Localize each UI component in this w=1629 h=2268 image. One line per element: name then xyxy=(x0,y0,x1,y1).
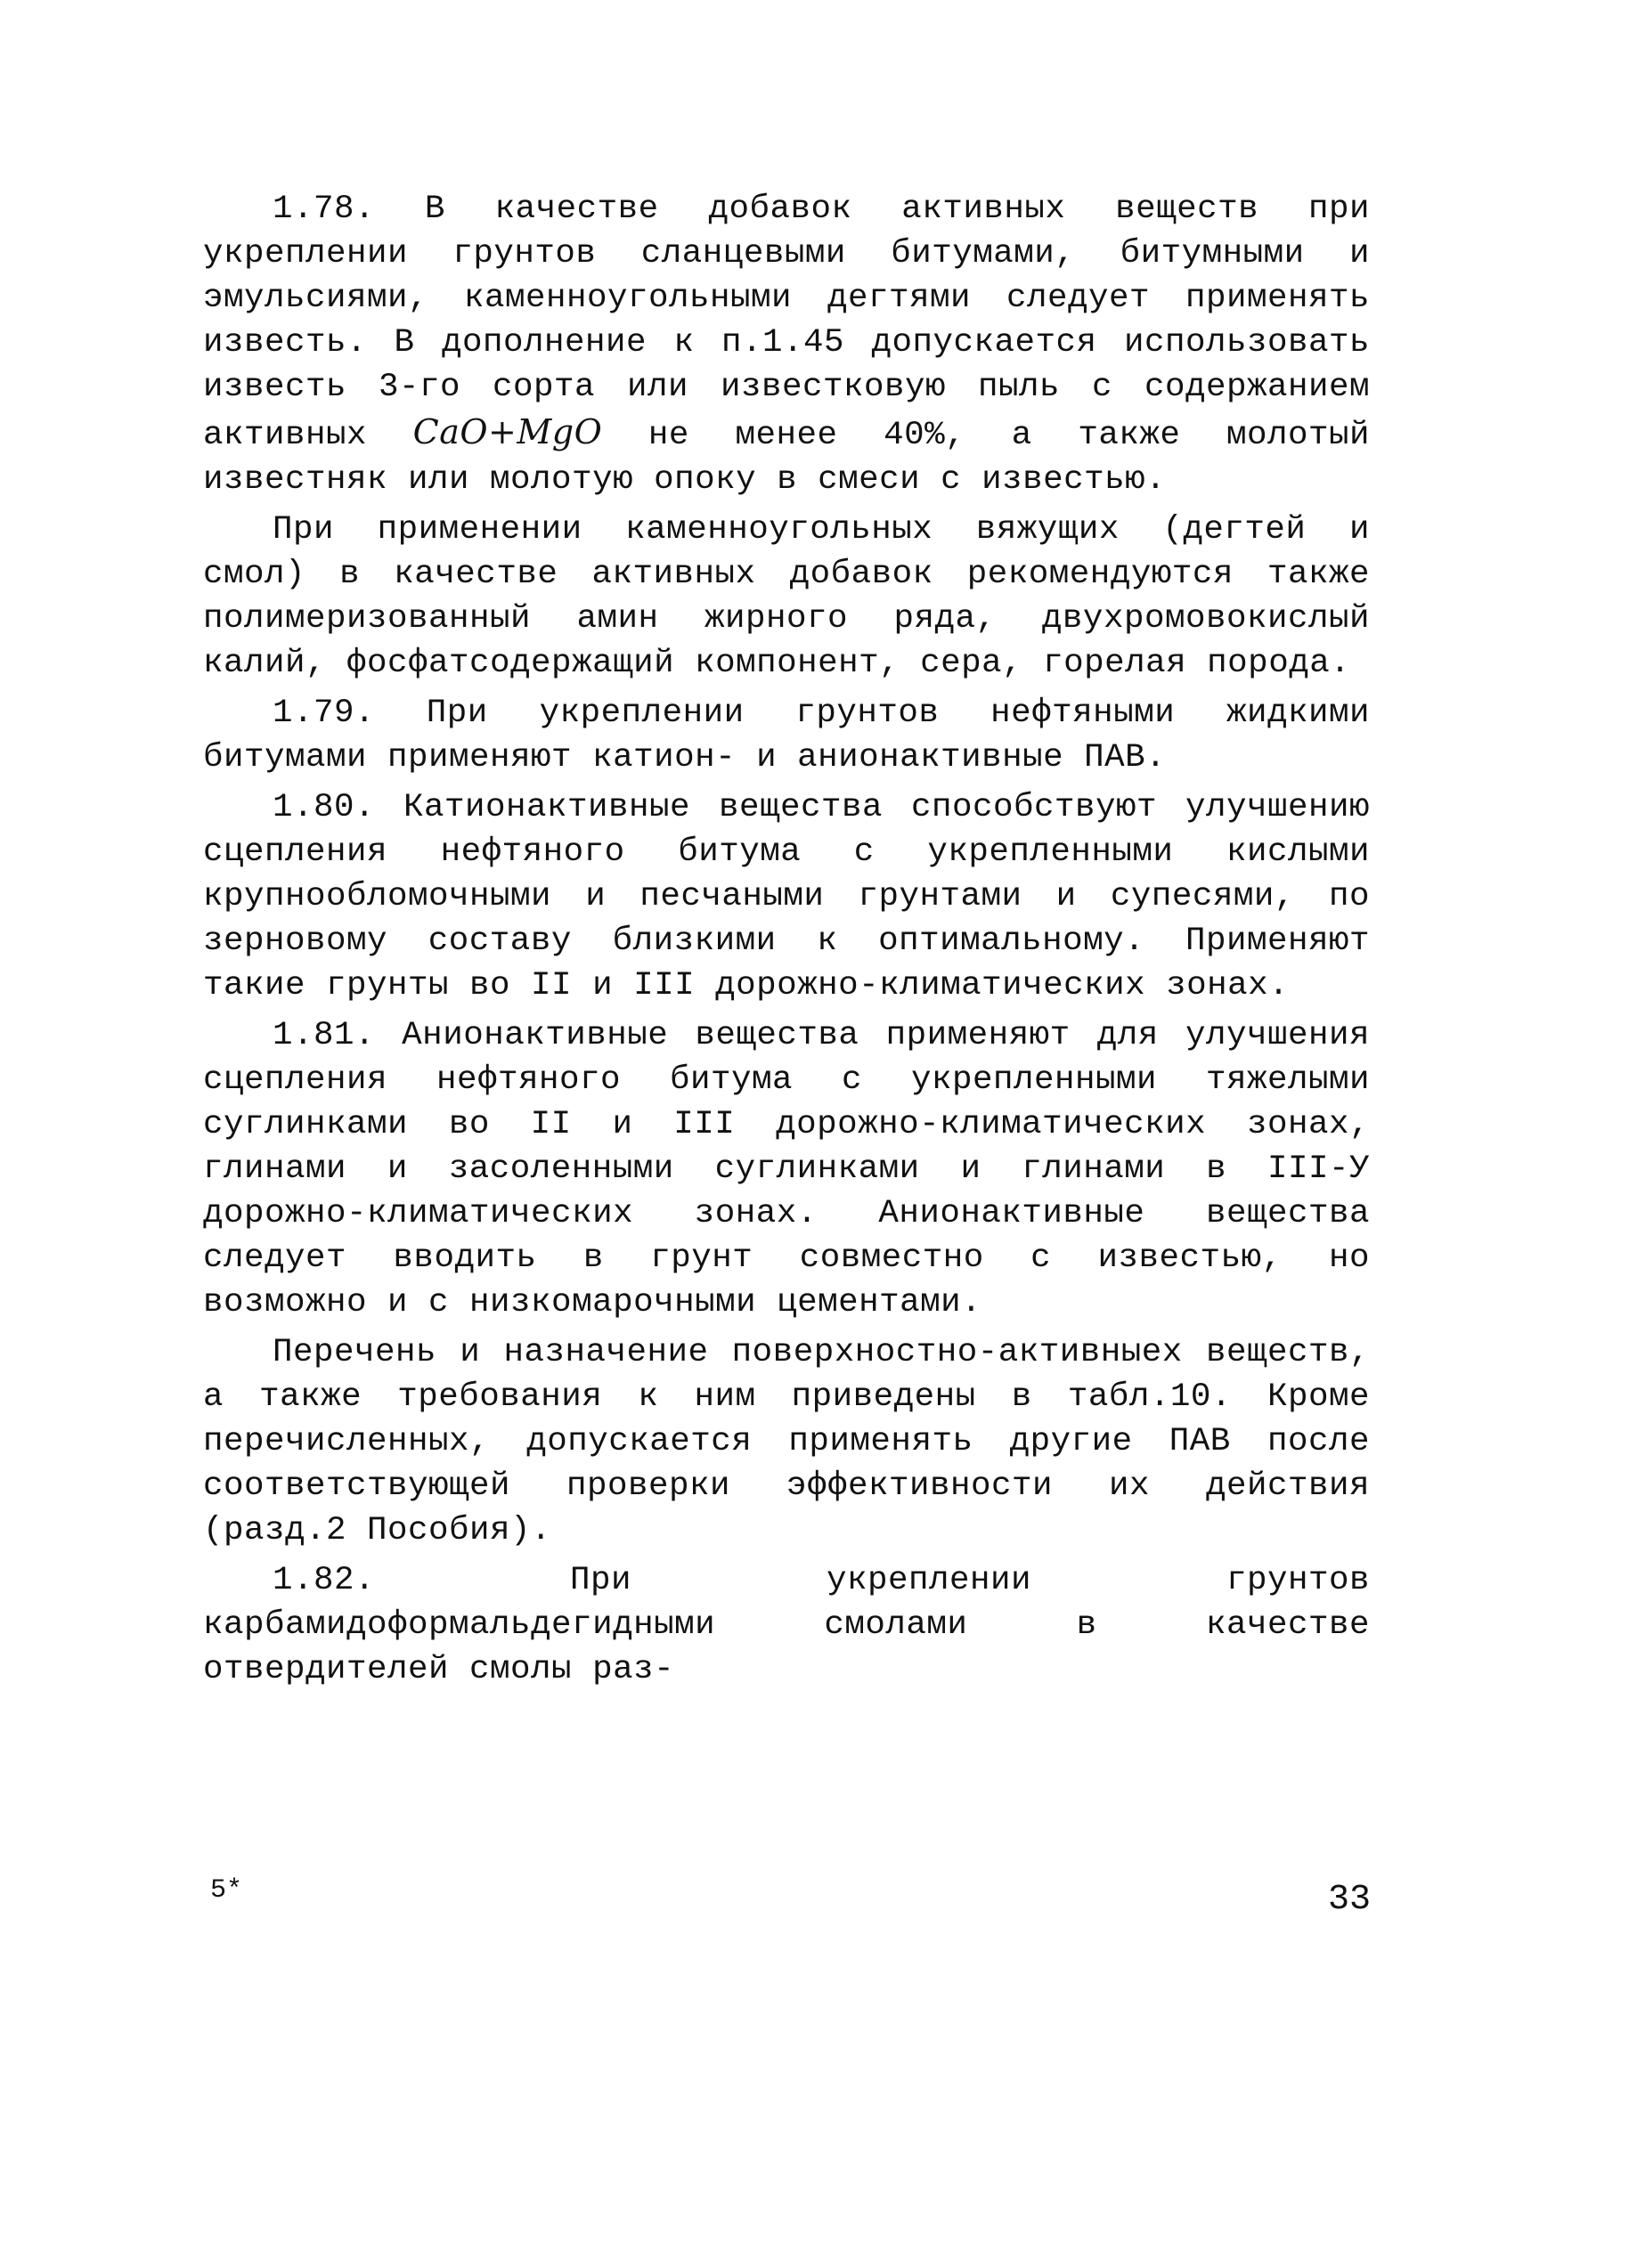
formula-cao-mgo: CaO+MgO xyxy=(412,412,603,451)
paragraph-1-78 xyxy=(203,187,1370,502)
paragraph-text: 1.78. В качестве добавок активных веществ при укреплении грунтов сланцевыми битумами, битумными и эмульсиями, каменноугольными дегтями следует применять известь. В дополнение к п.1.45 допускается использовать известь 3-го сорта или известковую пыль с содержанием активных xyxy=(203,191,1370,454)
paragraph-surfactants-list: Перечень и назначение поверхностно-активныех веществ, а также требования к ним приведены в табл.10. Кроме перечисленных, допускается применять другие ПАВ после соответствующей проверки эффективности их действия (разд.2 Пособия). xyxy=(203,1334,1370,1549)
paragraph-1-81: 1.81. Анионактивные вещества применяют для улучшения сцепления нефтяного битума с укрепленными тяжелыми суглинками во II и III дорожно-климатических зонах, глинами и засоленными суглинками и глинами в III-У дорожно-климатических зонах. Анионактивные вещества следует вводить в грунт совместно с известью, но возможно и с низкомарочными цементами. xyxy=(203,1017,1370,1321)
paragraph-coal-binders: При применении каменноугольных вяжущих (дегтей и смол) в качестве активных добавок рекомендуются также полимеризованный амин жирного ряда, двухромовокислый калий, фосфатсодержащий компонент, сера, горелая порода. xyxy=(203,511,1370,682)
paragraph-1-79: 1.79. При укреплении грунтов нефтяными жидкими битумами применяют катион- и анионактивные ПАВ. xyxy=(203,695,1370,776)
signature-mark: 5* xyxy=(210,1875,243,1906)
paragraph-text-cont: не менее 40%, а также молотый известняк или молотую опоку в смеси с известью. xyxy=(203,417,1370,499)
page-number: 33 xyxy=(1327,1880,1371,1920)
paragraph-1-80: 1.80. Катионактивные вещества способствуют улучшению сцепления нефтяного битума с укрепленными кислыми крупнообломочными и песчаными грунтами и супесями, по зерновому составу близкими к оптимальному. Применяют такие грунты во II и III дорожно-климатических зонах. xyxy=(203,789,1370,1004)
body-text xyxy=(203,187,1370,1697)
paragraph-1-82: 1.82. При укреплении грунтов карбамидоформальдегидными смолами в качестве отвердителей смолы раз- xyxy=(203,1562,1370,1688)
